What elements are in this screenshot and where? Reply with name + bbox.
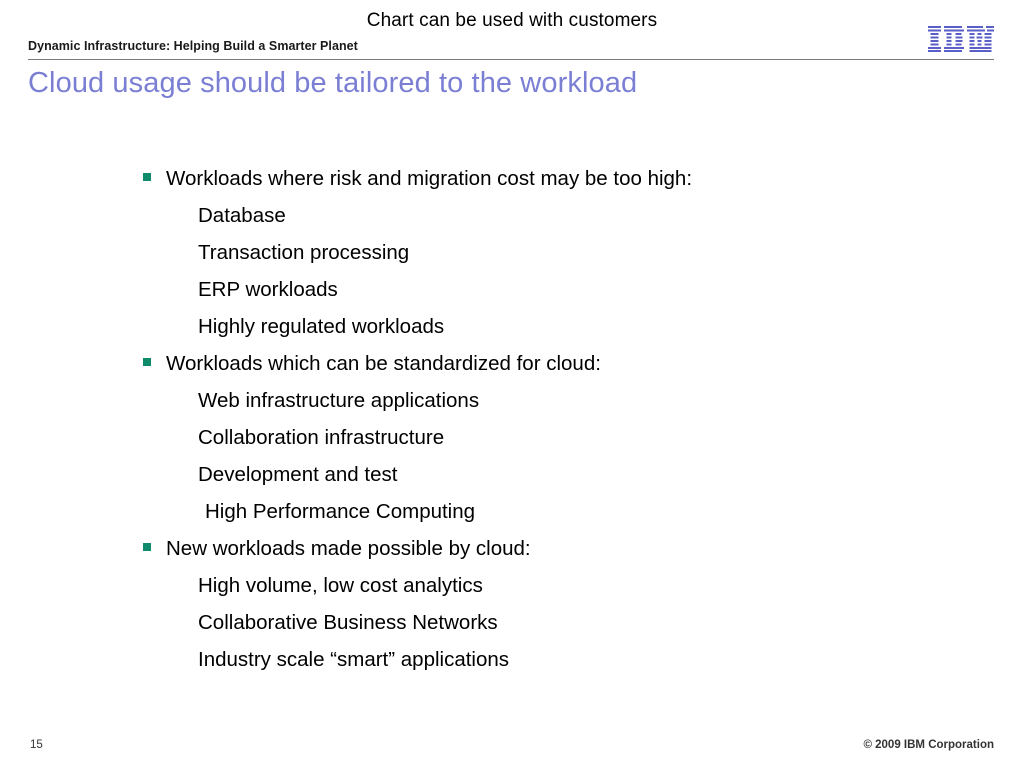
sub-bullet-item: High Performance Computing	[205, 500, 476, 523]
square-bullet-icon	[143, 358, 151, 366]
bullet-heading	[141, 530, 961, 567]
bullet-heading-label: Workloads where risk and migration cost may be too high:	[166, 167, 693, 190]
header-eyebrow: Dynamic Infrastructure: Helping Build a Smarter Planet	[28, 39, 358, 53]
bullet-heading	[141, 160, 961, 197]
sub-bullet-item: Collaboration infrastructure	[198, 426, 445, 449]
sub-bullet-item: ERP workloads	[198, 278, 338, 301]
sub-bullet-item: Industry scale “smart” applications	[198, 648, 510, 671]
page-title: Cloud usage should be tailored to the workload	[28, 67, 638, 99]
slide-annotation: Chart can be used with customers	[366, 10, 658, 31]
copyright-notice: © 2009 IBM Corporation	[863, 739, 994, 751]
header-divider	[28, 59, 994, 60]
page-number: 15	[30, 739, 43, 751]
sub-bullet-item: Highly regulated workloads	[198, 315, 445, 338]
square-bullet-icon	[143, 173, 151, 181]
bullet-heading-label: New workloads made possible by cloud:	[166, 537, 531, 560]
sub-bullet-item: Database	[198, 204, 286, 227]
sub-bullet-item: High volume, low cost analytics	[198, 574, 483, 597]
bullet-heading	[141, 345, 961, 382]
bullet-heading-label: Workloads which can be standardized for cloud:	[166, 352, 601, 375]
ibm-logo-icon	[928, 26, 994, 52]
sub-bullet-item: Development and test	[198, 463, 398, 486]
sub-bullet-item: Collaborative Business Networks	[198, 611, 498, 634]
slide-body	[141, 160, 961, 678]
square-bullet-icon	[143, 543, 151, 551]
sub-bullet-item: Web infrastructure applications	[198, 389, 480, 412]
sub-bullet-item: Transaction processing	[198, 241, 410, 264]
